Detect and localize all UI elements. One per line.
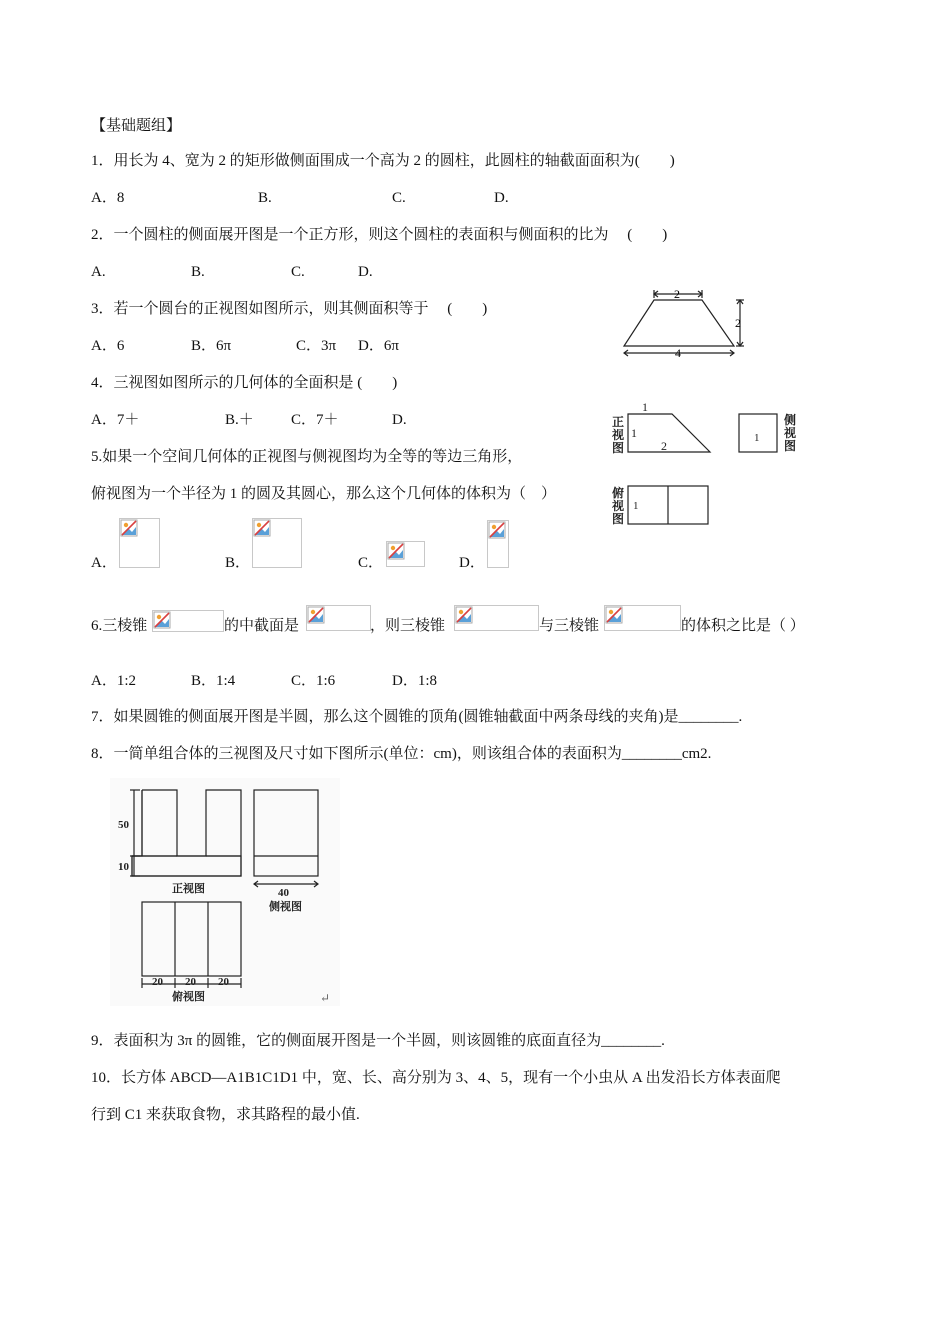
section-title: 【基础题组】 (91, 118, 182, 134)
q4-option-c: C．7＋ (291, 412, 339, 428)
q6-option-b: B．1:4 (191, 673, 236, 689)
front-label-1: 正 (612, 415, 625, 429)
dim-20-c: 20 (218, 976, 229, 988)
top-caption: 俯视图 (172, 991, 205, 1003)
question-4: 4．三视图如图所示的几何体的全面积是 ( ) (91, 375, 398, 391)
question-5-line-1: 5.如果一个空间几何体的正视图与侧视图均为全等的等边三角形， (91, 449, 523, 465)
q4-option-d: D. (392, 412, 407, 428)
q2-option-a: A. (91, 264, 106, 280)
question-7: 7．如果圆锥的侧面展开图是半圆，那么这个圆锥的顶角(圆锥轴截面中两条母线的夹角)是________. (91, 709, 743, 725)
q2-option-c: C. (291, 264, 305, 280)
dim-bottom: 4 (675, 346, 681, 360)
q6-part-4: 与三棱锥 (539, 618, 600, 634)
front-label-2: 视 (612, 428, 625, 442)
broken-image-icon (387, 542, 405, 560)
q5-option-a-image (119, 518, 160, 568)
front-caption: 正视图 (172, 883, 205, 895)
q3-option-a: A．6 (91, 338, 125, 354)
dim-right: 2 (735, 316, 741, 330)
question-10-line-2: 行到 C1 来获取食物，求其路程的最小值. (91, 1107, 360, 1123)
top-dim: 1 (633, 500, 639, 512)
question-5-line-2: 俯视图为一个半径为 1 的圆及其圆心，那么这个几何体的体积为（ ） (91, 486, 557, 502)
question-2: 2．一个圆柱的侧面展开图是一个正方形，则这个圆柱的表面积与侧面积的比为 ( ) (91, 227, 668, 243)
broken-image-icon (153, 611, 171, 629)
three-view-figure-q4 (605, 398, 810, 530)
dim-20-b: 20 (185, 976, 196, 988)
q6-option-d: D．1:8 (392, 673, 438, 689)
question-3: 3．若一个圆台的正视图如图所示，则其侧面积等于 ( ) (91, 301, 488, 317)
side-label-2: 视 (784, 426, 797, 440)
q6-section-image (306, 605, 371, 631)
q6-option-c: C．1:6 (291, 673, 336, 689)
q1-option-d: D. (494, 190, 509, 206)
top-label-1: 俯 (612, 486, 625, 500)
frustum-front-view (618, 284, 750, 360)
q1-option-b: B. (258, 190, 272, 206)
q3-option-c: C．3π (296, 338, 337, 354)
q5-option-c: C． (358, 555, 384, 571)
front-dim-top: 1 (642, 400, 648, 414)
side-dim: 1 (754, 432, 760, 444)
broken-image-icon (605, 606, 623, 624)
q6-part-5: 的体积之比是（ ） (681, 618, 805, 634)
q2-option-d: D. (358, 264, 373, 280)
q5-option-d: D． (459, 555, 485, 571)
q3-option-d: D．6π (358, 338, 399, 354)
q5-option-d-image (487, 520, 509, 568)
question-8: 8．一简单组合体的三视图及尺寸如下图所示(单位：cm)，则该组合体的表面积为________cm2. (91, 746, 712, 762)
front-dim-left: 1 (631, 426, 637, 440)
q6-part-2: 的中截面是 (224, 618, 300, 634)
q5-option-a: A． (91, 555, 117, 571)
side-label-3: 图 (784, 439, 797, 453)
q5-option-b: B． (225, 555, 251, 571)
q6-option-a: A．1:2 (91, 673, 137, 689)
q6-tetra-1-image (152, 610, 224, 632)
broken-image-icon (307, 606, 325, 624)
q6-part-3: ，则三棱锥 (370, 618, 446, 634)
side-caption: 侧视图 (269, 901, 302, 913)
top-label-3: 图 (612, 512, 625, 526)
question-10-line-1: 10．长方体 ABCD—A1B1C1D1 中，宽、长、高分别为 3、4、5，现有一个小虫从 A 出发沿长方体表面爬 (91, 1070, 781, 1086)
q1-option-c: C. (392, 190, 406, 206)
q2-option-b: B. (191, 264, 205, 280)
q5-option-b-image (252, 518, 302, 568)
broken-image-icon (488, 521, 506, 539)
dim-10: 10 (118, 861, 129, 873)
front-label-3: 图 (612, 441, 625, 455)
return-mark: ↵ (320, 991, 331, 1005)
broken-image-icon (455, 606, 473, 624)
broken-image-icon (120, 519, 138, 537)
q6-tetra-2-image (454, 605, 539, 631)
dim-20-a: 20 (152, 976, 163, 988)
top-label-2: 视 (612, 499, 625, 513)
q6-tetra-3-image (604, 605, 681, 631)
dim-top: 2 (674, 287, 680, 301)
side-label-1: 侧 (784, 413, 797, 427)
dim-50: 50 (118, 819, 129, 831)
question-1: 1．用长为 4、宽为 2 的矩形做侧面围成一个高为 2 的圆柱，此圆柱的轴截面面积为( ) (91, 153, 675, 169)
question-9: 9．表面积为 3π 的圆锥，它的侧面展开图是一个半圆，则该圆锥的底面直径为________. (91, 1033, 665, 1049)
q6-part-1: 6.三棱锥 (91, 618, 148, 634)
q5-option-c-image (386, 541, 425, 567)
front-dim-bottom: 2 (661, 439, 667, 453)
dim-40: 40 (278, 887, 289, 899)
q4-option-b: B.＋ (225, 412, 254, 428)
broken-image-icon (253, 519, 271, 537)
q4-option-a: A．7＋ (91, 412, 140, 428)
three-view-figure-q8 (110, 778, 340, 1006)
q1-option-a: A．8 (91, 190, 125, 206)
q3-option-b: B．6π (191, 338, 232, 354)
